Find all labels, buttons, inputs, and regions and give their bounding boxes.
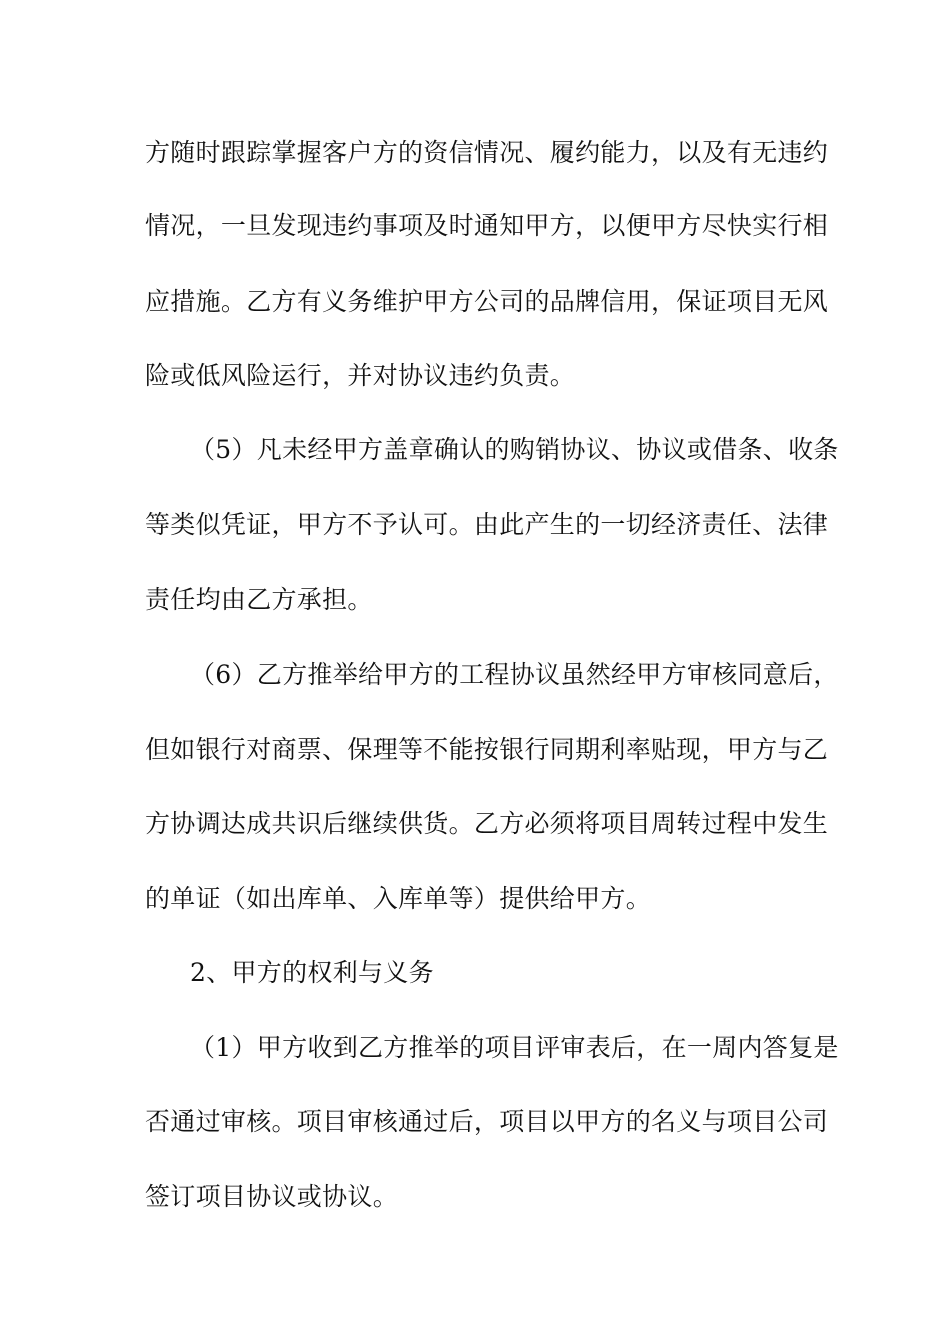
text-line-2: 情况，一旦发现违约事项及时通知甲方，以便甲方尽快实行相 <box>145 211 829 240</box>
paragraph-6-start: （6）乙方推举给甲方的工程协议虽然经甲方审核同意后， <box>190 660 839 689</box>
section-heading: 2、甲方的权利与义务 <box>190 958 434 987</box>
text-line-7: 责任均由乙方承担。 <box>145 585 373 614</box>
paragraph-1-start: （1）甲方收到乙方推举的项目评审表后，在一周内答复是 <box>190 1033 839 1062</box>
text-line-14: 否通过审核。项目审核通过后，项目以甲方的名义与项目公司 <box>145 1107 829 1136</box>
text-line-1: 方随时跟踪掌握客户方的资信情况、履约能力，以及有无违约 <box>145 138 829 167</box>
text-line-10: 方协调达成共识后继续供货。乙方必须将项目周转过程中发生 <box>145 809 829 838</box>
text-line-6: 等类似凭证，甲方不予认可。由此产生的一切经济责任、法律 <box>145 510 829 539</box>
text-line-4: 险或低风险运行，并对协议违约负责。 <box>145 361 576 390</box>
text-line-11: 的单证（如出库单、入库单等）提供给甲方。 <box>145 884 652 913</box>
text-line-15: 签订项目协议或协议。 <box>145 1182 399 1211</box>
paragraph-5-start: （5）凡未经甲方盖章确认的购销协议、协议或借条、收条 <box>190 435 839 464</box>
text-line-3: 应措施。乙方有义务维护甲方公司的品牌信用，保证项目无风 <box>145 287 829 316</box>
text-line-9: 但如银行对商票、保理等不能按银行同期利率贴现，甲方与乙 <box>145 735 829 764</box>
